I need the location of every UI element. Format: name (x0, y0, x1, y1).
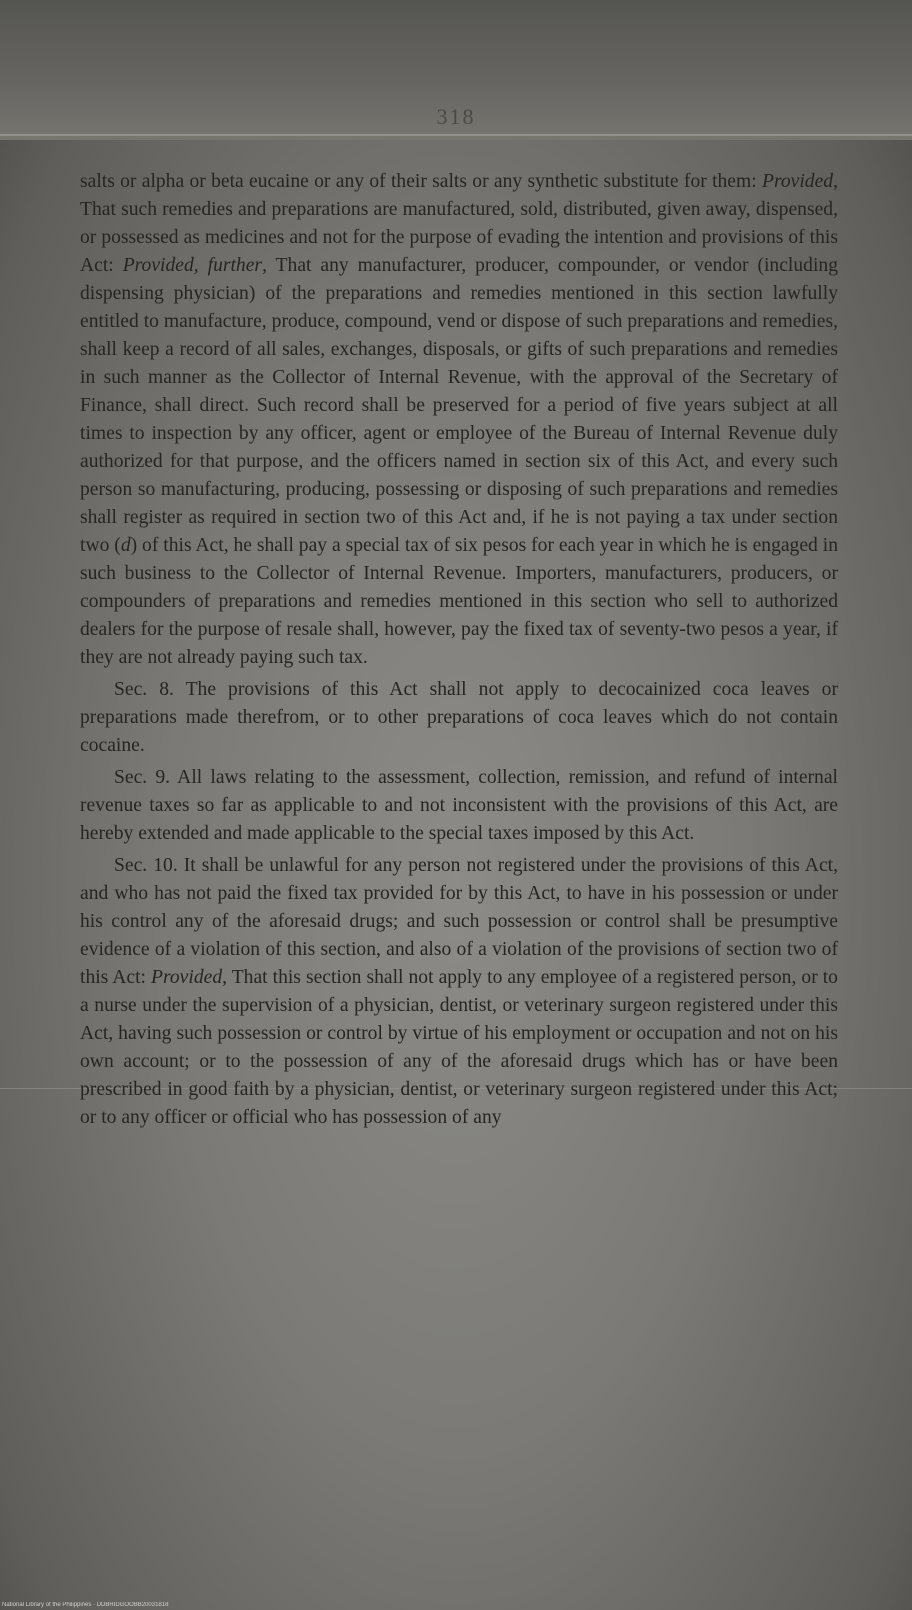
document-body (80, 168, 838, 1132)
paragraph-section-10: Sec. 10. It shall be unlawful for any person not registered under the provisions of this Act, and who has not paid the fixed tax provided for by this Act, to have in his possession or under his control any of the aforesaid drugs; and such possession or control shall be presumptive evidence of a violation of this section, and also of a violation of the provisions of section two of this Act: Provided, That this section shall not apply to any employee of a registered person, or to a nurse under the supervision of a physician, dentist, or veterinary surgeon registered under this Act, having such possession or control by virtue of his employment or occupation and not on his own account; or to the possession of any of the aforesaid drugs which has or have been prescribed in good faith by a physician, dentist, or veterinary surgeon registered under this Act; or to any officer or official who has possession of any (80, 855, 838, 1128)
scan-band-line (0, 134, 912, 136)
paragraph-section-7-continued: salts or alpha or beta eucaine or any of their salts or any synthetic substitute for them: Provided, That such remedies and preparations are manufactured, sold, distributed, given away, dispensed, or possessed as medicines and not for the purpose of evading the intention and provisions of this Act: Provided, further, That any manufacturer, producer, compounder, or vendor (including dispensing physician) of the preparations and remedies mentioned in this section lawfully entitled to manufacture, produce, compound, vend or dispose of such preparations and remedies, shall keep a record of all sales, exchanges, disposals, or gifts of such preparations and remedies in such manner as the Collector of Internal Revenue, with the approval of the Secretary of Finance, shall direct. Such record shall be preserved for a period of five years subject at all times to inspection by any officer, agent or employee of the Bureau of Internal Revenue duly authorized for that purpose, and the officers named in section six of this Act, and every such person so manufacturing, producing, possessing or disposing of such preparations and remedies shall register as required in section two of this Act and, if he is not paying a tax under section two (d) of this Act, he shall pay a special tax of six pesos for each year in which he is engaged in such business to the Collector of Internal Revenue. Importers, manufacturers, producers, or compounders of preparations and remedies mentioned in this section who sell to authorized dealers for the purpose of resale shall, however, pay the fixed tax of seventy-two pesos a year, if they are not already paying such tax. (80, 171, 838, 668)
scan-footer-caption: National Library of the Philippines · DDBRIDGOOBB20031818 (2, 1602, 169, 1608)
paragraph-section-8: Sec. 8. The provisions of this Act shall not apply to decocainized coca leaves or preparations made therefrom, or to other preparations of coca leaves which do not contain cocaine. (80, 679, 838, 756)
paragraph-section-9: Sec. 9. All laws relating to the assessment, collection, remission, and refund of internal revenue taxes so far as applicable to and not inconsistent with the provisions of this Act, are hereby extended and made applicable to the special taxes imposed by this Act. (80, 767, 838, 844)
page-number: 318 (436, 104, 476, 129)
